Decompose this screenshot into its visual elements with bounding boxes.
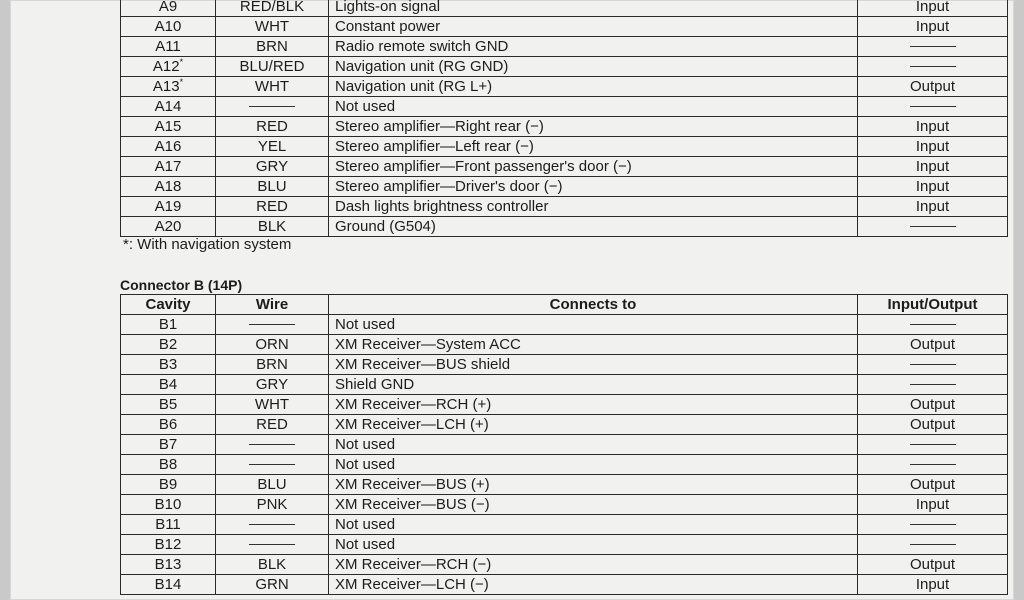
connects-to-cell: Ground (G504): [329, 217, 858, 237]
connects-to-cell: Dash lights brightness controller: [329, 197, 858, 217]
input-output-cell: Output: [858, 395, 1008, 415]
table-row: [121, 57, 1008, 77]
cavity-cell: B3: [121, 355, 216, 375]
cavity-cell: A16: [121, 137, 216, 157]
wire-cell: PNK: [216, 495, 329, 515]
input-output-cell: Input: [858, 495, 1008, 515]
not-applicable-dash: [910, 384, 956, 385]
not-applicable-dash: [249, 544, 295, 545]
connects-to-cell: Not used: [329, 97, 858, 117]
cavity-cell: B1: [121, 315, 216, 335]
wire-cell: [216, 455, 329, 475]
cavity-cell: B5: [121, 395, 216, 415]
connects-to-cell: XM Receiver—BUS shield: [329, 355, 858, 375]
cavity-cell: B9: [121, 475, 216, 495]
connects-to-cell: Stereo amplifier—Left rear (−): [329, 137, 858, 157]
connects-to-cell: Not used: [329, 435, 858, 455]
not-applicable-dash: [249, 444, 295, 445]
not-applicable-dash: [910, 364, 956, 365]
cavity-cell: A15: [121, 117, 216, 137]
wire-cell: [216, 315, 329, 335]
wire-cell: ORN: [216, 335, 329, 355]
table-row: [121, 535, 1008, 555]
navigation-footnote: *: With navigation system: [123, 236, 292, 253]
table-row: [121, 335, 1008, 355]
not-applicable-dash: [249, 524, 295, 525]
input-output-cell: Input: [858, 0, 1008, 17]
input-output-cell: Input: [858, 137, 1008, 157]
cavity-cell: B12: [121, 535, 216, 555]
connects-to-cell: XM Receiver—System ACC: [329, 335, 858, 355]
wire-cell: BRN: [216, 355, 329, 375]
not-applicable-dash: [249, 324, 295, 325]
cavity-cell: B7: [121, 435, 216, 455]
connector-a-table: [120, 0, 1008, 237]
connects-to-cell: Shield GND: [329, 375, 858, 395]
table-row: [121, 77, 1008, 97]
connects-to-cell: XM Receiver—RCH (−): [329, 555, 858, 575]
input-output-cell: Input: [858, 197, 1008, 217]
connects-to-cell: XM Receiver—BUS (+): [329, 475, 858, 495]
cavity-cell: A13*: [121, 77, 216, 97]
connects-to-cell: Not used: [329, 515, 858, 535]
connector-b-table: [120, 294, 1008, 595]
cavity-cell: B4: [121, 375, 216, 395]
cavity-cell: B6: [121, 415, 216, 435]
input-output-cell: [858, 375, 1008, 395]
table-row: [121, 375, 1008, 395]
connects-to-cell: Navigation unit (RG GND): [329, 57, 858, 77]
connects-to-cell: Constant power: [329, 17, 858, 37]
cavity-cell: A12*: [121, 57, 216, 77]
table-row: [121, 315, 1008, 335]
wire-cell: [216, 97, 329, 117]
cavity-cell: A17: [121, 157, 216, 177]
wire-cell: GRN: [216, 575, 329, 595]
cavity-cell: B11: [121, 515, 216, 535]
connects-to-cell: XM Receiver—LCH (+): [329, 415, 858, 435]
wire-cell: RED: [216, 415, 329, 435]
connects-to-cell: Not used: [329, 315, 858, 335]
connects-to-cell: Not used: [329, 455, 858, 475]
table-row: [121, 17, 1008, 37]
footnote-marker: *: [179, 56, 184, 67]
wire-cell: WHT: [216, 395, 329, 415]
connects-to-cell: XM Receiver—LCH (−): [329, 575, 858, 595]
connects-to-cell: Navigation unit (RG L+): [329, 77, 858, 97]
cavity-cell: A10: [121, 17, 216, 37]
not-applicable-dash: [249, 106, 295, 107]
input-output-cell: [858, 455, 1008, 475]
header-cavity: Cavity: [121, 295, 216, 315]
input-output-cell: Input: [858, 177, 1008, 197]
not-applicable-dash: [910, 524, 956, 525]
connects-to-cell: Lights-on signal: [329, 0, 858, 17]
connects-to-cell: XM Receiver—BUS (−): [329, 495, 858, 515]
input-output-cell: [858, 97, 1008, 117]
connects-to-cell: Not used: [329, 535, 858, 555]
input-output-cell: [858, 315, 1008, 335]
connector-b-header-row: [121, 295, 1008, 315]
input-output-cell: [858, 535, 1008, 555]
table-row: [121, 37, 1008, 57]
wire-cell: BLK: [216, 555, 329, 575]
table-row: [121, 575, 1008, 595]
footnote-marker: *: [179, 76, 184, 87]
table-row: [121, 117, 1008, 137]
wire-cell: [216, 435, 329, 455]
not-applicable-dash: [910, 444, 956, 445]
table-row: [121, 355, 1008, 375]
cavity-cell: A14: [121, 97, 216, 117]
not-applicable-dash: [249, 464, 295, 465]
wire-cell: BLU: [216, 177, 329, 197]
connector-a-rows: [121, 0, 1008, 237]
wire-cell: [216, 515, 329, 535]
manual-page: [10, 0, 1014, 600]
input-output-cell: Input: [858, 157, 1008, 177]
table-row: [121, 217, 1008, 237]
table-row: [121, 177, 1008, 197]
cavity-cell: B14: [121, 575, 216, 595]
table-row: [121, 455, 1008, 475]
cavity-cell: B10: [121, 495, 216, 515]
table-row: [121, 495, 1008, 515]
table-row: [121, 555, 1008, 575]
cavity-cell: B8: [121, 455, 216, 475]
connector-b-rows: [121, 315, 1008, 595]
wire-cell: WHT: [216, 17, 329, 37]
connector-b-title: Connector B (14P): [120, 277, 243, 293]
table-row: [121, 137, 1008, 157]
cavity-cell: B13: [121, 555, 216, 575]
wire-cell: [216, 535, 329, 555]
wire-cell: YEL: [216, 137, 329, 157]
cavity-cell: A20: [121, 217, 216, 237]
input-output-cell: Input: [858, 575, 1008, 595]
input-output-cell: [858, 217, 1008, 237]
input-output-cell: Output: [858, 555, 1008, 575]
cavity-cell: A11: [121, 37, 216, 57]
not-applicable-dash: [910, 324, 956, 325]
input-output-cell: Output: [858, 335, 1008, 355]
input-output-cell: [858, 37, 1008, 57]
connects-to-cell: XM Receiver—RCH (+): [329, 395, 858, 415]
table-row: [121, 0, 1008, 17]
cavity-cell: A18: [121, 177, 216, 197]
wire-cell: RED: [216, 197, 329, 217]
table-row: [121, 197, 1008, 217]
header-wire: Wire: [216, 295, 329, 315]
table-row: [121, 475, 1008, 495]
not-applicable-dash: [910, 46, 956, 47]
table-row: [121, 395, 1008, 415]
input-output-cell: Output: [858, 77, 1008, 97]
cavity-cell: A19: [121, 197, 216, 217]
not-applicable-dash: [910, 226, 956, 227]
wire-cell: GRY: [216, 157, 329, 177]
table-row: [121, 157, 1008, 177]
input-output-cell: [858, 435, 1008, 455]
wire-cell: BLU/RED: [216, 57, 329, 77]
input-output-cell: [858, 57, 1008, 77]
wire-cell: WHT: [216, 77, 329, 97]
input-output-cell: Output: [858, 475, 1008, 495]
connects-to-cell: Stereo amplifier—Front passenger's door (−): [329, 157, 858, 177]
connects-to-cell: Radio remote switch GND: [329, 37, 858, 57]
header-connects-to: Connects to: [329, 295, 858, 315]
table-row: [121, 435, 1008, 455]
cavity-cell: B2: [121, 335, 216, 355]
not-applicable-dash: [910, 464, 956, 465]
not-applicable-dash: [910, 106, 956, 107]
cavity-cell: A9: [121, 0, 216, 17]
input-output-cell: [858, 355, 1008, 375]
wire-cell: RED: [216, 117, 329, 137]
table-row: [121, 515, 1008, 535]
table-row: [121, 415, 1008, 435]
wire-cell: GRY: [216, 375, 329, 395]
header-input-output: Input/Output: [858, 295, 1008, 315]
connects-to-cell: Stereo amplifier—Driver's door (−): [329, 177, 858, 197]
wire-cell: BLK: [216, 217, 329, 237]
input-output-cell: Output: [858, 415, 1008, 435]
wire-cell: BRN: [216, 37, 329, 57]
not-applicable-dash: [910, 544, 956, 545]
connects-to-cell: Stereo amplifier—Right rear (−): [329, 117, 858, 137]
table-row: [121, 97, 1008, 117]
wire-cell: BLU: [216, 475, 329, 495]
wire-cell: RED/BLK: [216, 0, 329, 17]
not-applicable-dash: [910, 66, 956, 67]
input-output-cell: Input: [858, 17, 1008, 37]
input-output-cell: [858, 515, 1008, 535]
input-output-cell: Input: [858, 117, 1008, 137]
